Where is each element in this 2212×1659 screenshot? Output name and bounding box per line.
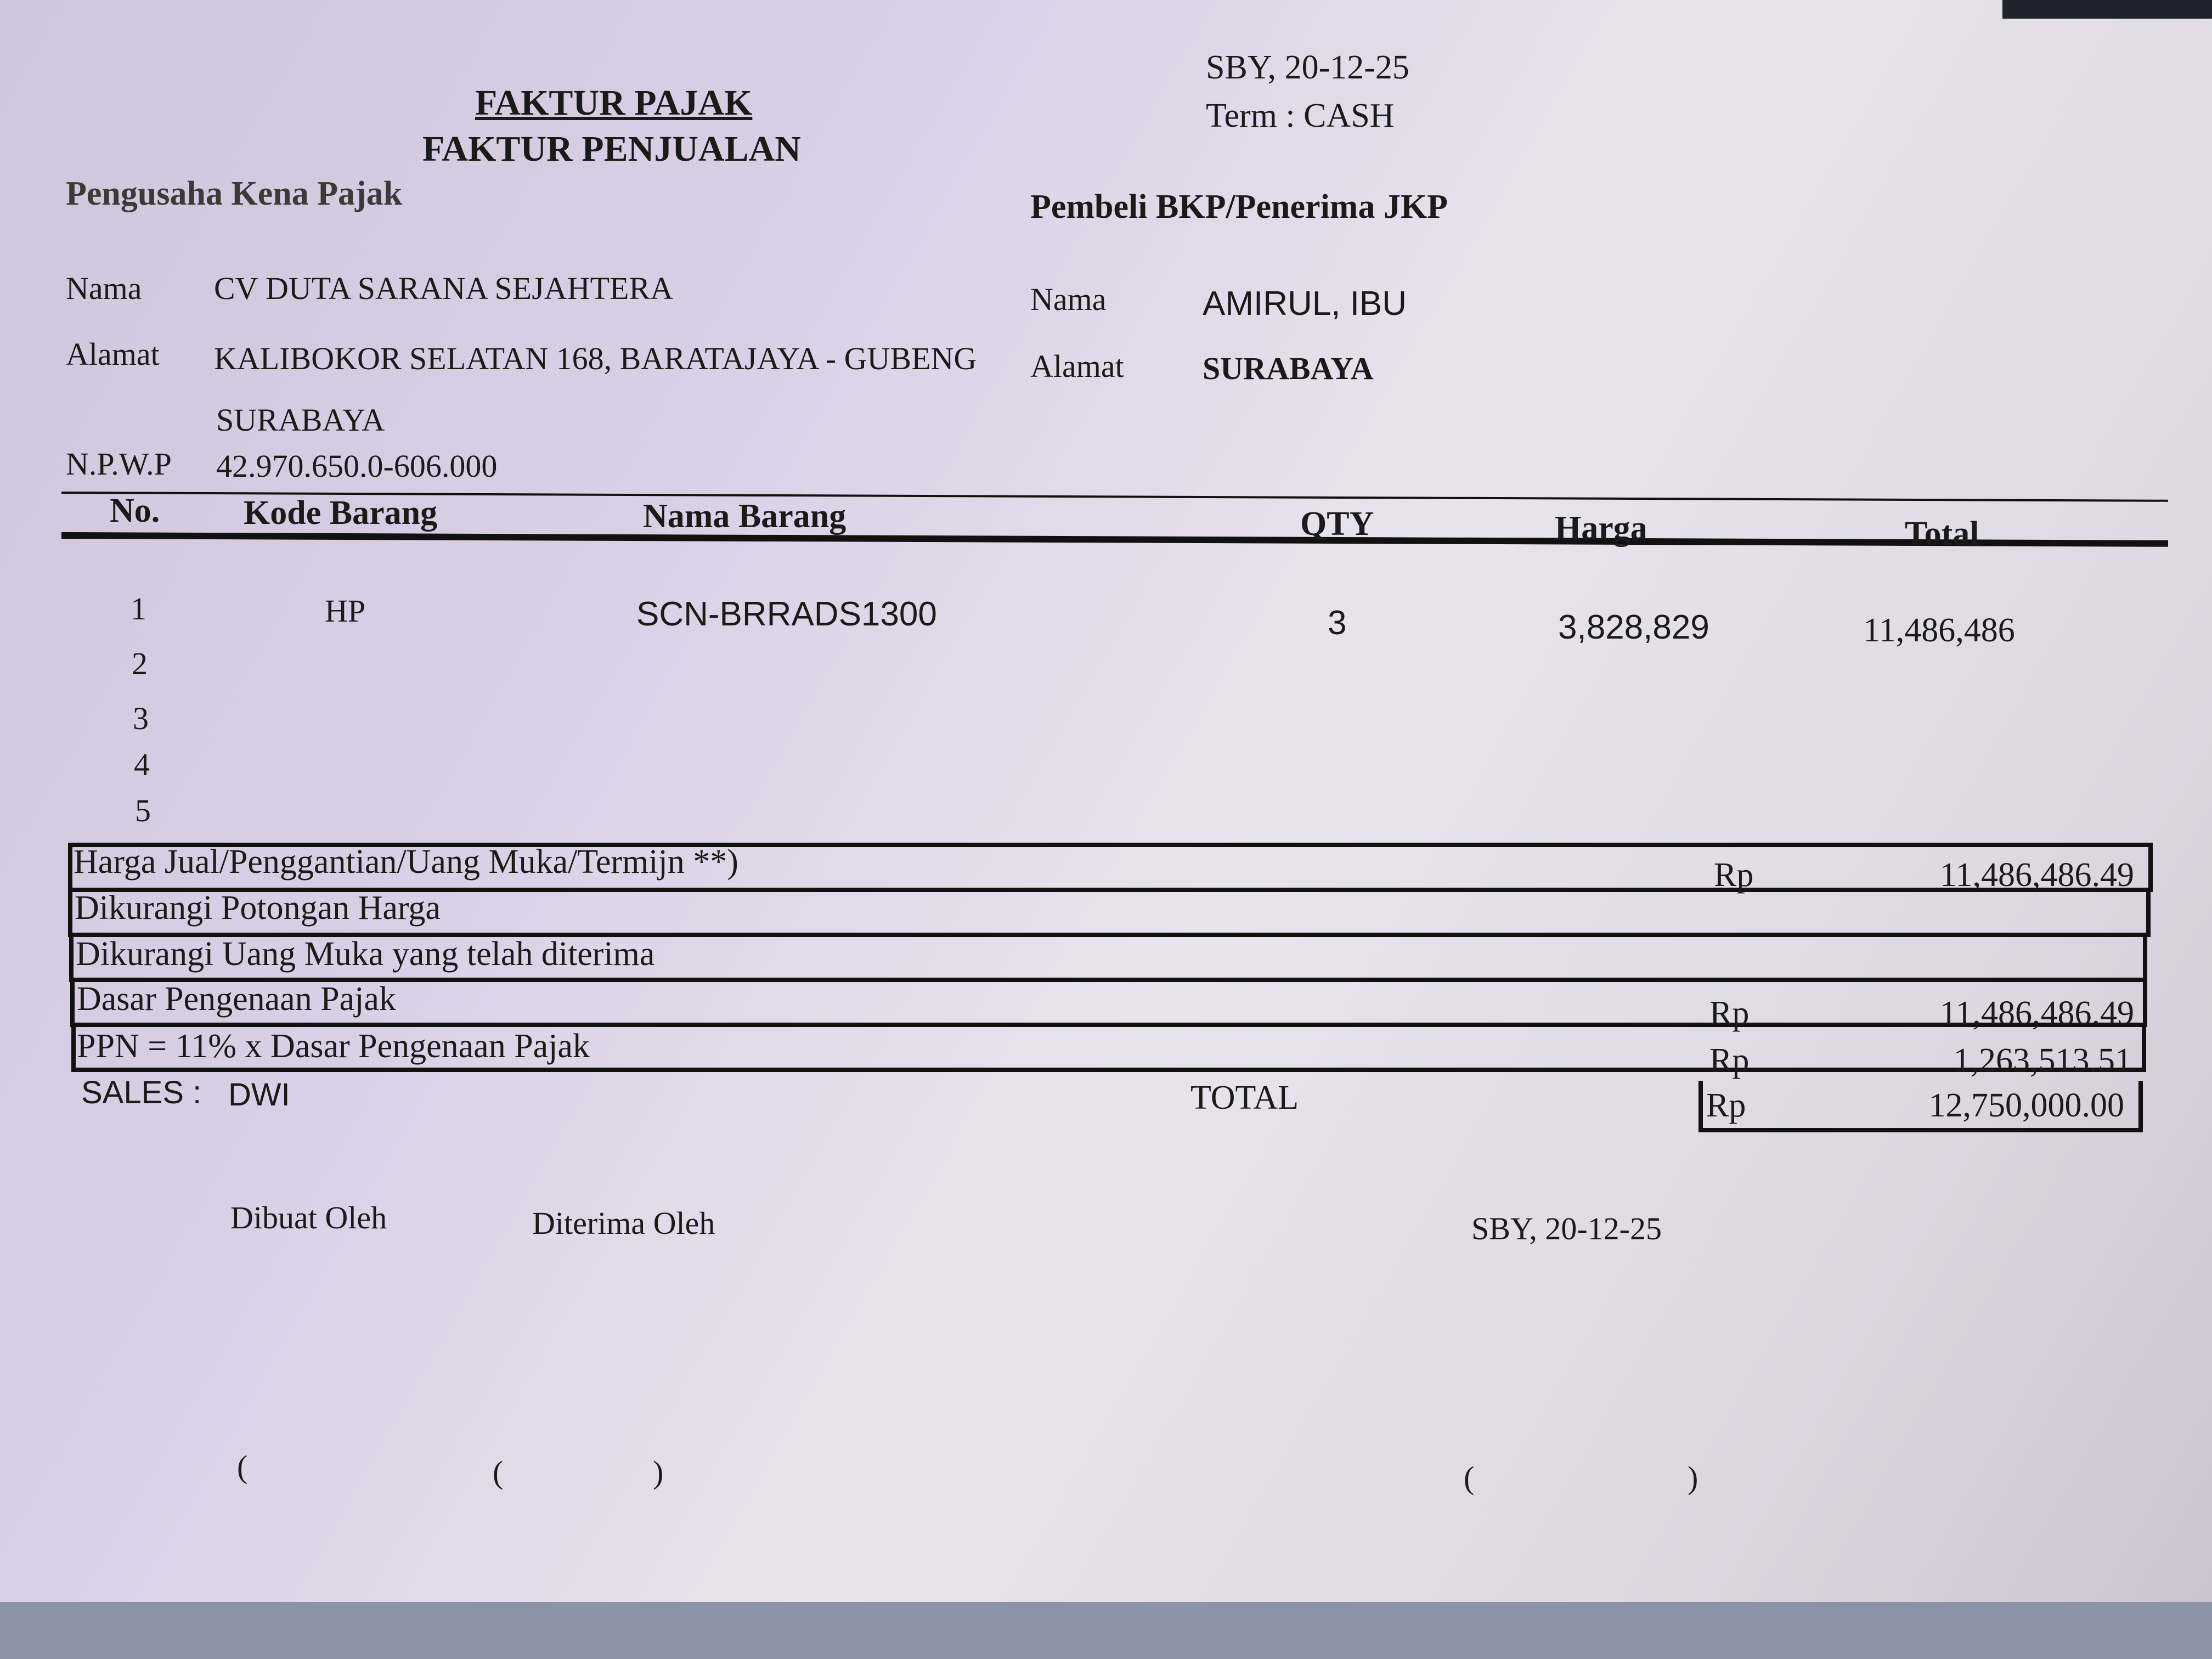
uang-muka-label: Dikurangi Uang Muka yang telah diterima: [76, 935, 655, 973]
buyer-name: AMIRUL, IBU: [1203, 285, 1407, 323]
row-3-no: 3: [133, 701, 149, 736]
total-currency: Rp: [1706, 1087, 1746, 1124]
buyer-address: SURABAYA: [1203, 351, 1374, 386]
row-1-total: 11,486,486: [1863, 612, 2015, 649]
seller-address-line1: KALIBOKOR SELATAN 168, BARATAJAYA - GUBENG: [214, 341, 977, 376]
city-date: SBY, 20-12-25: [1206, 49, 1409, 86]
ppn-label: PPN = 11% x Dasar Pengenaan Pajak: [77, 1028, 590, 1065]
row-1-harga: 3,828,829: [1558, 608, 1709, 646]
signature-paren-open-3: (: [1464, 1460, 1475, 1496]
dpp-currency: Rp: [1709, 995, 1750, 1032]
row-1-qty: 3: [1328, 604, 1347, 642]
seller-address-label: Alamat: [66, 336, 160, 372]
title-faktur-pajak: FAKTUR PAJAK: [475, 83, 753, 123]
title-faktur-penjualan: FAKTUR PENJUALAN: [422, 129, 801, 169]
screen-top-bezel: [2002, 0, 2212, 19]
col-header-qty: QTY: [1300, 505, 1374, 543]
sales-label: SALES :: [81, 1075, 202, 1110]
signature-paren-open-2: (: [493, 1454, 504, 1490]
col-header-no: No.: [110, 492, 160, 529]
ppn-value: 1,263,513.51: [1953, 1042, 2132, 1079]
seller-heading: Pengusaha Kena Pajak: [66, 175, 403, 212]
buyer-name-label: Nama: [1030, 281, 1107, 317]
dpp-value: 11,486,486.49: [1939, 995, 2134, 1032]
signature-paren-open-1: (: [237, 1449, 248, 1485]
col-header-kode-barang: Kode Barang: [244, 494, 438, 532]
row-5-no: 5: [135, 793, 151, 828]
table-header-rule: [61, 532, 2168, 547]
row-1-kode: HP: [325, 593, 366, 629]
buyer-address-label: Alamat: [1030, 348, 1124, 384]
total-label: TOTAL: [1190, 1079, 1299, 1116]
col-header-harga: Harga: [1555, 510, 1647, 547]
dibuat-oleh-label: Dibuat Oleh: [230, 1200, 387, 1235]
seller-address-line2: SURABAYA: [216, 402, 385, 438]
payment-term: Term : CASH: [1206, 97, 1395, 134]
dpp-label: Dasar Pengenaan Pajak: [77, 980, 396, 1018]
row-2-no: 2: [132, 646, 148, 681]
harga-jual-value: 11,486,486.49: [1939, 856, 2134, 894]
row-4-no: 4: [134, 747, 150, 782]
signature-paren-close-3: ): [1688, 1460, 1699, 1496]
seller-npwp: 42.970.650.0-606.000: [216, 448, 498, 484]
seller-name: CV DUTA SARANA SEJAHTERA: [214, 270, 674, 306]
col-header-nama-barang: Nama Barang: [643, 498, 847, 535]
sign-city-date: SBY, 20-12-25: [1471, 1211, 1662, 1246]
total-value: 12,750,000.00: [1928, 1087, 2124, 1124]
buyer-heading: Pembeli BKP/Penerima JKP: [1030, 188, 1448, 225]
ppn-currency: Rp: [1709, 1042, 1750, 1079]
harga-jual-currency: Rp: [1714, 856, 1754, 894]
signature-paren-close-2: ): [653, 1454, 664, 1490]
potongan-label: Dikurangi Potongan Harga: [75, 889, 441, 927]
row-1-no: 1: [131, 591, 146, 627]
seller-npwp-label: N.P.W.P: [66, 446, 172, 482]
harga-jual-label: Harga Jual/Penggantian/Uang Muka/Termijn **): [74, 843, 738, 881]
row-1-nama: SCN-BRRADS1300: [636, 595, 937, 633]
screen-bottom-bezel: [0, 1602, 2212, 1659]
seller-name-label: Nama: [66, 270, 142, 306]
diterima-oleh-label: Diterima Oleh: [532, 1205, 715, 1241]
col-header-total: Total: [1905, 515, 1979, 552]
sales-name: DWI: [228, 1077, 290, 1113]
